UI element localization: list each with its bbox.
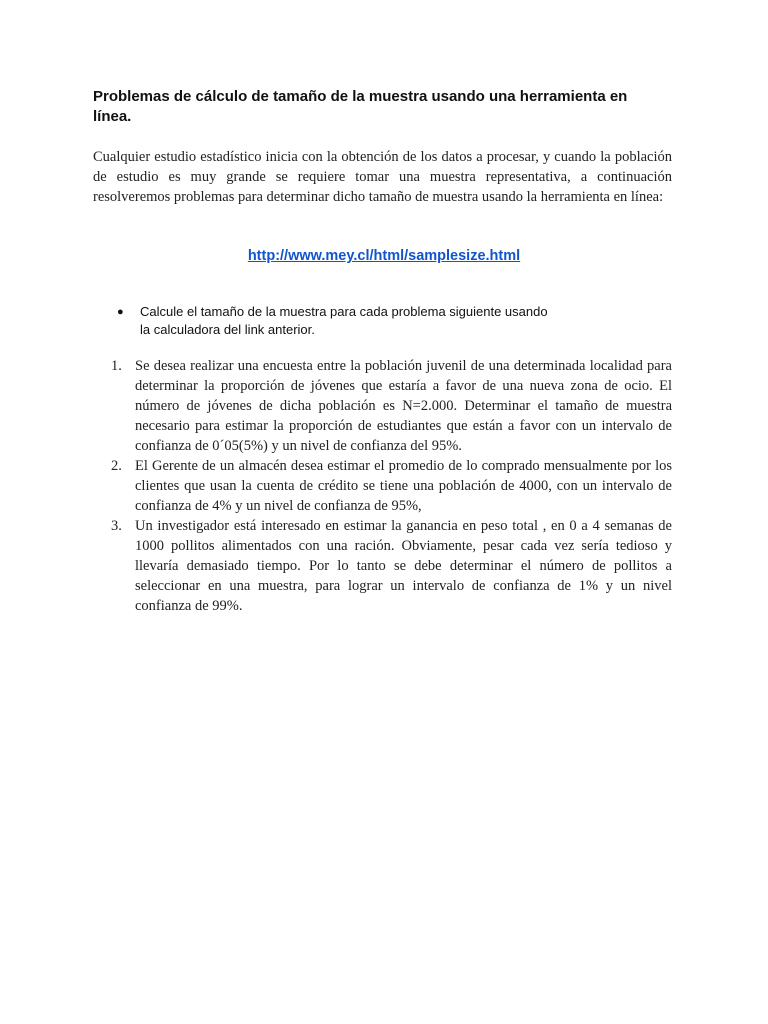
page-title: Problemas de cálculo de tamaño de la muestra usando una herramienta en línea. (93, 88, 628, 125)
problem-number: 3. (111, 518, 122, 534)
problem-text: El Gerente de un almacén desea estimar el promedio de lo comprado mensualmente por los clientes que usan la cuenta de crédito se tiene una población de 4000, con un intervalo de confianza de 4% y un nivel de confianza de 95%, (135, 458, 672, 514)
link-container (0, 246, 768, 266)
bullet-text: Calcule el tamaño de la muestra para cada problema siguiente usando la calculadora del link anterior. (140, 304, 548, 337)
problem-text: Un investigador está interesado en estimar la ganancia en peso total , en 0 a 4 semanas de 1000 pollitos alimentados con una ración. Obviamente, pesar cada vez sería tedioso y llevaría demasiado tiempo. Por lo tanto se debe determinar el número de pollitos a seleccionar en una muestra, para lograr un intervalo de confianza de 1% y un nivel confianza de 99%. (135, 518, 672, 614)
problem-text: Se desea realizar una encuesta entre la población juvenil de una determinada localidad para determinar la proporción de jóvenes que estaría a favor de una nueva zona de ocio. El número de jóvenes de dicha población es N=2.000. Determinar el tamaño de muestra necesario para estimar la proporción de estudiantes que están a favor con un intervalo de confianza de 0´05(5%) y un nivel de confianza del 95%. (135, 358, 672, 454)
problem-number: 1. (111, 358, 122, 374)
problem-number: 2. (111, 458, 122, 474)
bullet-instruction (117, 303, 557, 339)
bullet-marker: ● (117, 306, 124, 318)
problem-item (93, 516, 672, 616)
problem-item (93, 356, 672, 456)
sample-size-link[interactable]: http://www.mey.cl/html/samplesize.html (247, 248, 521, 264)
problem-item (93, 456, 672, 516)
intro-paragraph: Cualquier estudio estadístico inicia con la obtención de los datos a procesar, y cuando la población de estudio es muy grande se requiere tomar una muestra representativa, a continuación resolveremos problemas para determinar dicho tamaño de muestra usando la herramienta en línea: (93, 149, 672, 205)
problem-list (93, 356, 672, 616)
